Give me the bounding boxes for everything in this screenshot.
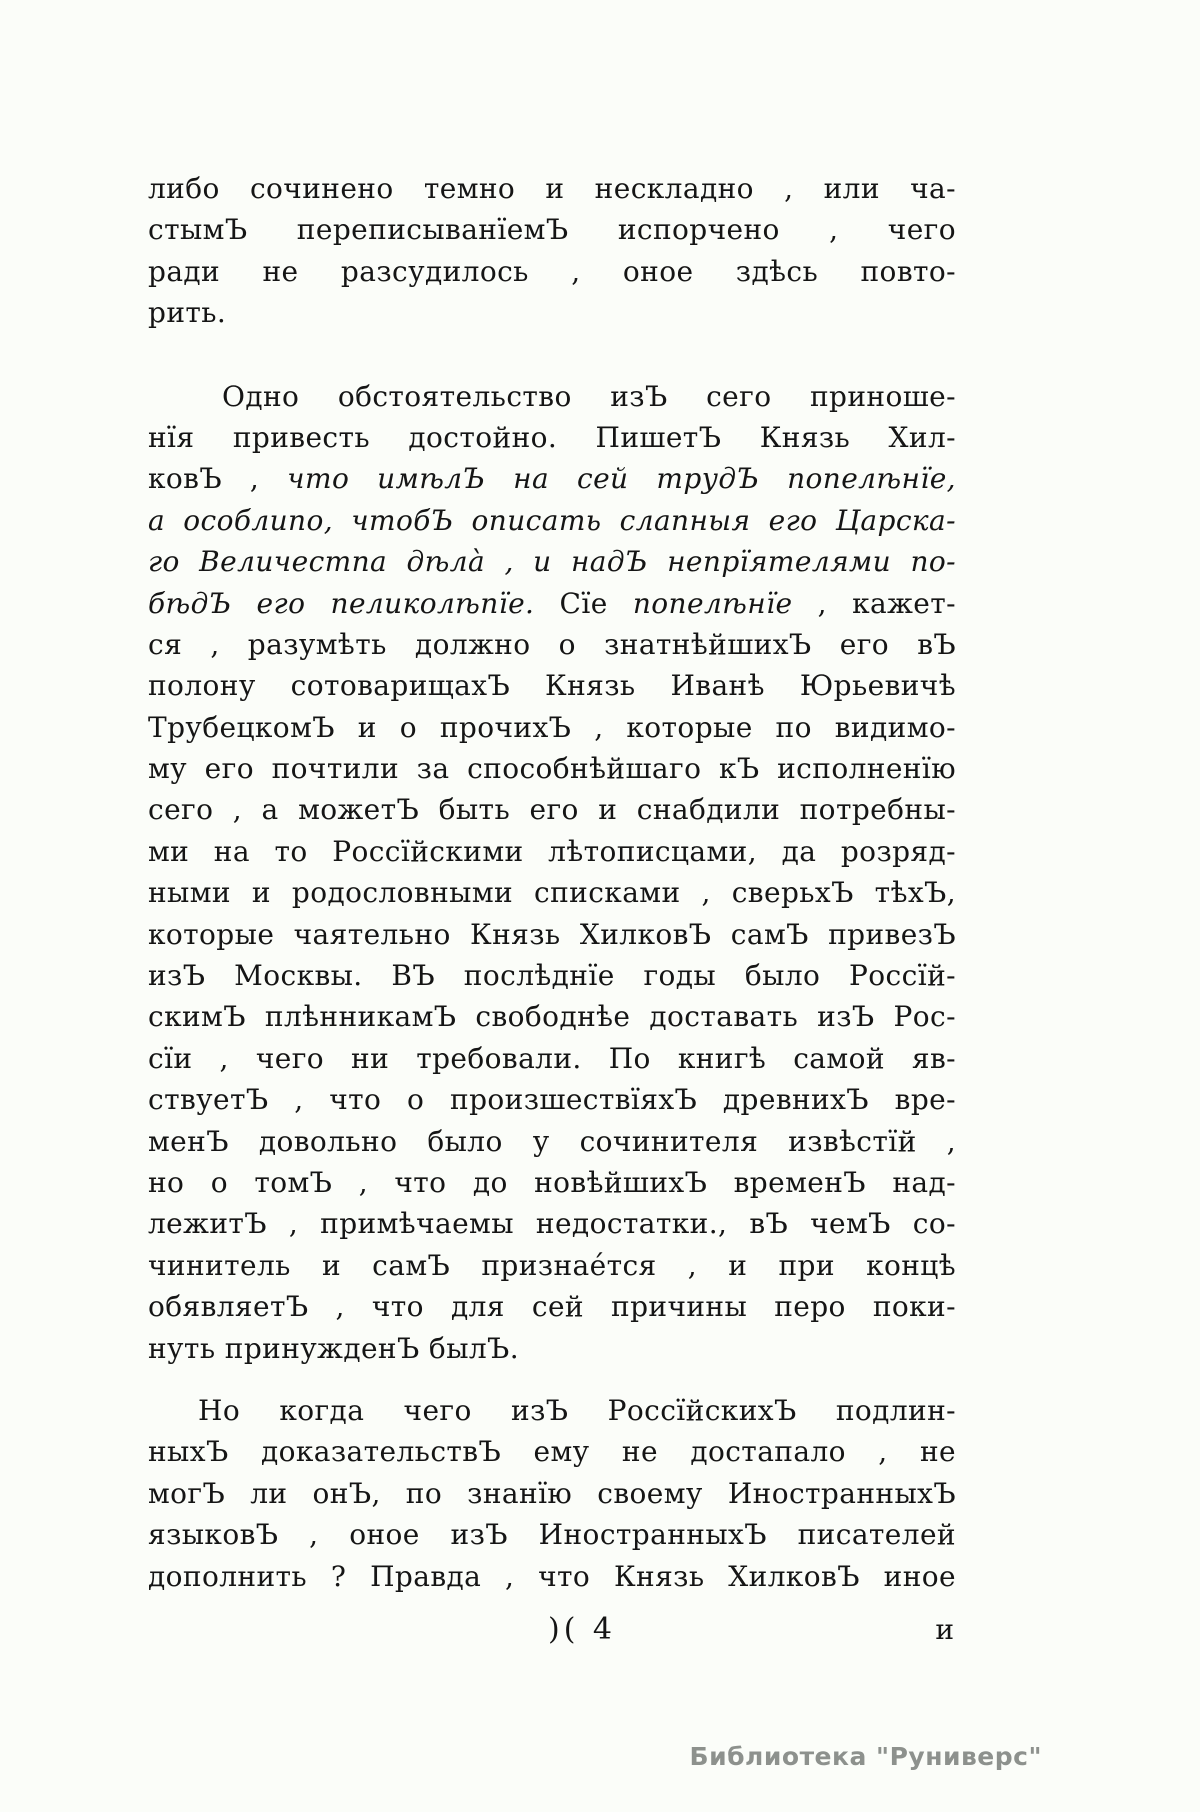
text-line [148, 292, 956, 333]
signature-mark: )( 4 [547, 1612, 617, 1647]
text-segment: лежитЪ , примѣчаемы недостатки., вЪ чемЪ со- [148, 1207, 956, 1241]
text-segment: нїя привесть достойно. ПишетЪ Князь Хил- [148, 420, 956, 454]
text-line [148, 1245, 956, 1286]
text-segment: изЪ Москвы. ВЪ послѣднїе годы было Россїй- [148, 959, 956, 993]
italic-text-segment: бѣдЪ его пеликолѣпїе. [148, 586, 535, 620]
text-line [148, 1556, 956, 1597]
text-line [148, 1038, 956, 1079]
text-line [148, 1162, 956, 1203]
italic-text-segment: что имѣлЪ на сей трудЪ попелѣнїе, [287, 462, 956, 496]
text-segment: нуть принужденЪ былЪ. [148, 1331, 520, 1365]
text-line [148, 914, 956, 955]
text-line [148, 541, 956, 582]
text-line [148, 748, 956, 789]
text-segment: обявляетЪ , что для сей причины перо поки- [148, 1290, 956, 1324]
text-line [148, 1473, 956, 1514]
text-line [148, 996, 956, 1037]
paragraph [148, 168, 956, 334]
text-segment: Одно обстоятельство изЪ сего приноше- [222, 379, 956, 413]
text-line [148, 1328, 956, 1369]
text-segment: му его почтили за способнѣйшаго кЪ исполненїю [148, 752, 956, 786]
text-line [148, 1390, 956, 1431]
text-line [148, 1121, 956, 1162]
text-segment: ковЪ , [148, 462, 288, 496]
text-line [148, 251, 956, 292]
text-line [148, 789, 956, 830]
text-line [148, 1203, 956, 1244]
italic-text-segment: го Величестпа дѣла̀ , и надЪ непрїятелями по- [148, 545, 956, 579]
text-segment: либо сочинено темно и нескладно , или ча- [148, 172, 956, 205]
text-segment: , кажет- [792, 586, 956, 620]
page-text-block [148, 168, 956, 1597]
text-segment: сїи , чего ни требовали. По книгѣ самой яв- [148, 1041, 956, 1075]
text-line [148, 1431, 956, 1472]
text-segment: ми на то Россїйскими лѣтописцами, да розряд- [148, 834, 956, 868]
text-line [148, 624, 956, 665]
text-segment: могЪ ли онЪ, по знанїю своему ИностранныхЪ [148, 1476, 956, 1510]
text-segment: скимЪ плѣнникамЪ свободнѣе доставать изЪ Рос- [148, 1000, 956, 1034]
text-segment: ради не разсудилось , оное здѣсь повто- [148, 254, 956, 288]
text-segment: стымЪ переписыванїемЪ испорчено , чего [148, 213, 956, 247]
library-watermark: Библиотека "Руниверс" [689, 1742, 1042, 1771]
text-segment: ныхЪ доказательствЪ ему не достапало , не [148, 1435, 956, 1469]
text-segment: рить. [148, 296, 227, 330]
text-segment: ными и родословными списками , сверьхЪ тѣхЪ, [148, 876, 956, 910]
text-line [148, 417, 956, 458]
text-segment: но о томЪ , что до новѣйшихЪ временЪ над- [148, 1165, 956, 1199]
italic-text-segment: попелѣнїе [632, 586, 793, 620]
text-segment: Сїе [534, 586, 633, 620]
text-line [148, 376, 956, 417]
text-line [148, 168, 956, 209]
text-line [148, 500, 956, 541]
text-segment: языковЪ , оное изЪ ИностранныхЪ писателей [148, 1518, 956, 1552]
text-segment: ся , разумѣть должно о знатнѣйшихЪ его вЪ [148, 627, 956, 661]
text-line [148, 1514, 956, 1555]
text-segment: полону сотоварищахЪ Князь Иванѣ Юрьевичѣ [148, 669, 956, 703]
text-line [148, 583, 956, 624]
text-segment: менЪ довольно было у сочинителя извѣстїй , [148, 1124, 956, 1158]
text-line [148, 707, 956, 748]
text-segment: чинитель и самЪ признае́тся , и при концѣ [148, 1248, 956, 1282]
text-segment: которые чаятельно Князь ХилковЪ самЪ привезЪ [148, 917, 956, 951]
page-footer [148, 1608, 956, 1652]
text-line [148, 665, 956, 706]
text-line [148, 209, 956, 250]
text-segment: ствуетЪ , что о произшествїяхЪ древнихЪ вре- [148, 1083, 956, 1117]
catchword: и [935, 1613, 954, 1646]
text-segment: сего , а можетЪ быть его и снабдили потребны- [148, 793, 956, 827]
text-segment: Но когда чего изЪ РоссїйскихЪ подлин- [198, 1393, 956, 1427]
text-line [148, 831, 956, 872]
text-segment: ТрубецкомЪ и о прочихЪ , которые по видимо- [148, 710, 956, 744]
italic-text-segment: а особлипо, чтобЪ описать слапныя его Царска- [148, 503, 956, 537]
text-line [148, 458, 956, 499]
text-line [148, 955, 956, 996]
paragraph [148, 376, 956, 1369]
text-line [148, 872, 956, 913]
text-segment: дополнить ? Правда , что Князь ХилковЪ иное [148, 1559, 956, 1593]
text-line [148, 1286, 956, 1327]
text-line [148, 1079, 956, 1120]
paragraph [148, 1390, 956, 1597]
